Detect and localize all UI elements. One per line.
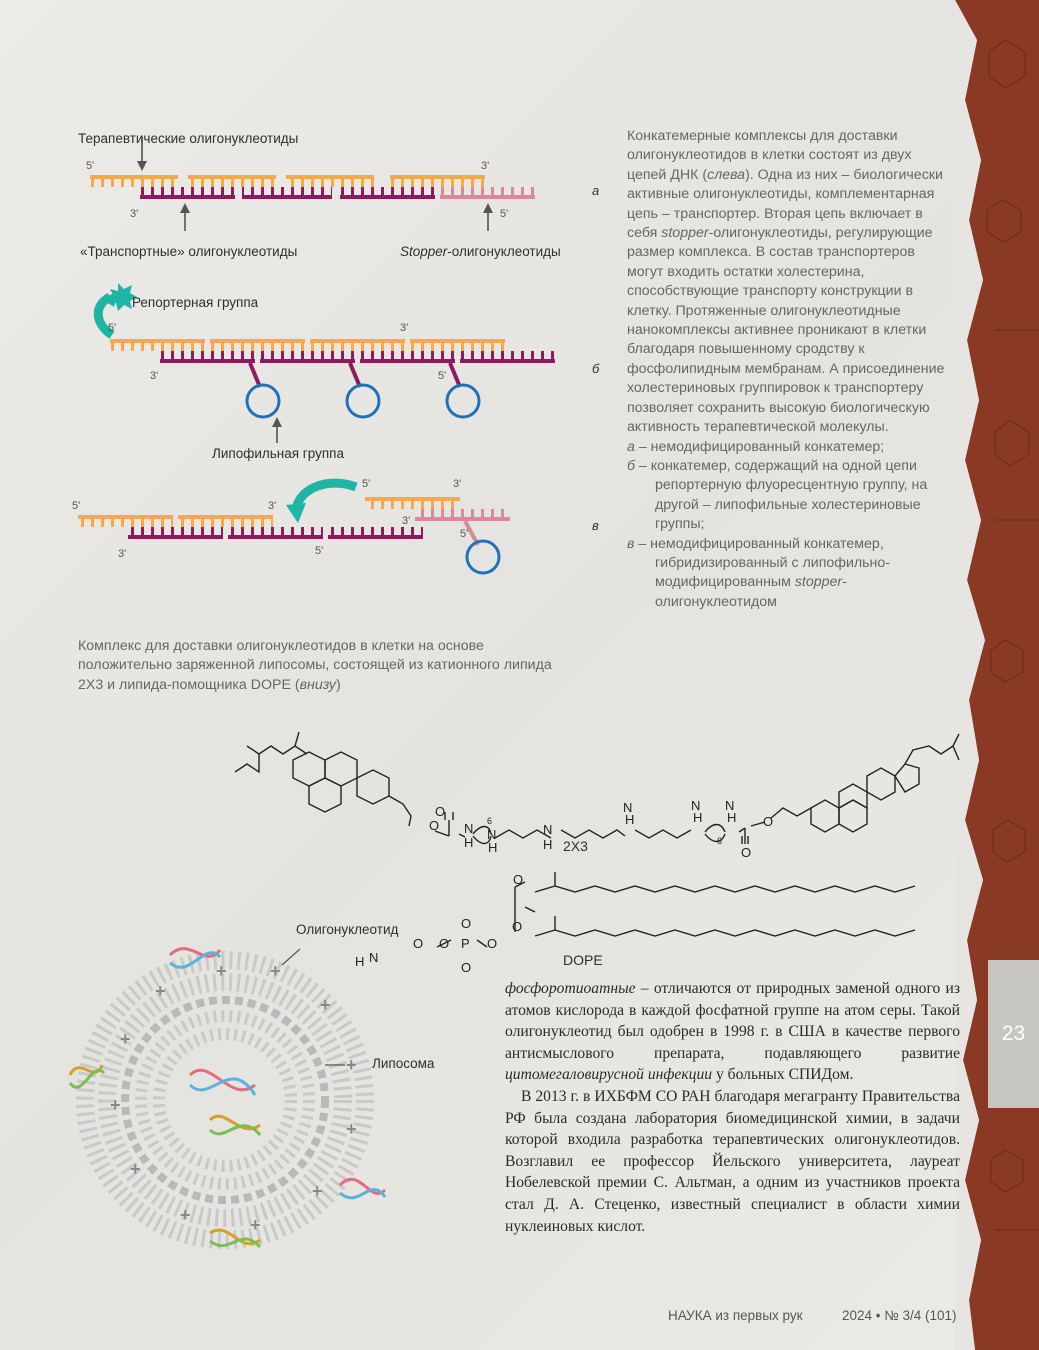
svg-text:+: + <box>110 1095 121 1115</box>
svg-text:H: H <box>693 810 703 825</box>
svg-text:O: O <box>439 936 450 951</box>
svg-text:+: + <box>270 961 281 981</box>
svg-text:H: H <box>625 812 635 827</box>
panel-letter-b: б <box>592 361 600 376</box>
svg-text:+: + <box>346 1119 357 1139</box>
svg-text:+: + <box>216 961 227 981</box>
figure-caption-right <box>627 127 947 612</box>
end-label: 5' <box>500 208 509 220</box>
svg-text:N: N <box>369 950 379 965</box>
label-liposome: Липосома <box>372 1056 435 1071</box>
svg-text:O: O <box>487 936 498 951</box>
svg-text:H: H <box>355 954 365 969</box>
svg-text:O: O <box>512 919 523 934</box>
body-paragraph-1: фосфоротиоатные – отличаются от природных заменой одного из атомов кислорода в каждой фосфатной группе на атом серы. Такой олигонуклеотид был одобрен в 1998 г. в США в качестве первого антисмыслового препарата, подавляющего развитие цитомегаловирусной инфекции у больных СПИДом. <box>505 980 960 1084</box>
end-label: 5' <box>72 500 81 512</box>
lipophilic-groups-b <box>250 363 460 387</box>
end-label: 3' <box>118 548 127 560</box>
svg-text:N: N <box>691 798 701 813</box>
panel-letter-c: в <box>592 518 599 533</box>
panel-c-diagram <box>78 483 510 573</box>
liposome-illustration <box>60 935 390 1265</box>
therapeutic-strand-a <box>90 175 485 187</box>
label-2x3: 2Х3 <box>563 838 588 854</box>
svg-text:H: H <box>543 837 553 852</box>
svg-text:O: O <box>741 845 752 860</box>
svg-text:+: + <box>346 1055 357 1075</box>
body-text <box>505 978 960 1237</box>
stopper-strand-c <box>415 509 510 521</box>
caption-item-c: в – немодифицированный конкатемер, гибридизированный с липофильно-модифицированным stopper-олигонуклеотидом <box>627 535 890 610</box>
svg-text:O: O <box>413 936 424 951</box>
svg-text:H: H <box>464 835 474 850</box>
svg-text:O: O <box>461 960 472 975</box>
svg-text:6: 6 <box>717 836 723 846</box>
label-dope: DOPE <box>563 952 603 968</box>
body-paragraph-2: В 2013 г. в ИХБФМ СО РАН благодаря мегагранту Правительства РФ была создана лаборатория биомедицинской химии, в задачи которой входила разработка терапевтических олигонуклеотидов. Возглавил ее профессор Йельского университета, лауреат Нобелевской премии С. Альтман, а одним из участников проекта стал Д. А. Стеценко, известный специалист в области химии нуклеиновых кислот. <box>505 1087 960 1235</box>
end-label: 3' <box>481 160 490 172</box>
caption-item-b: б – конкатемер, содержащий на одной цепи репортерную флуоресцентную группу, на другой – липофильные холестериновые группы; <box>627 457 928 533</box>
end-label: 5' <box>362 478 371 490</box>
svg-text:6: 6 <box>487 816 493 826</box>
svg-text:O: O <box>429 818 440 833</box>
svg-text:O: O <box>461 916 472 931</box>
svg-text:+: + <box>155 981 166 1001</box>
svg-text:O: O <box>435 804 446 819</box>
panel-a-diagram <box>90 137 535 231</box>
svg-text:N: N <box>725 798 735 813</box>
page-number: 23 <box>988 960 1039 1108</box>
svg-text:N: N <box>543 822 553 837</box>
label-lipophilic: Липофильная группа <box>212 446 344 461</box>
svg-text:O: O <box>513 872 524 887</box>
svg-text:N: N <box>487 827 497 842</box>
stopper-strand-a <box>440 187 535 199</box>
svg-text:H: H <box>727 810 737 825</box>
footer-issue: 2024 • № 3/4 (101) <box>842 1308 957 1323</box>
figure-caption-left: Комплекс для доставки олигонуклеотидов в клетки на основе положительно заряженной липосомы, состоящей из катионного липида 2Х3 и липида-помощника DOPE (внизу) <box>78 638 552 693</box>
label-therapeutic: Терапевтические олигонуклеотиды <box>78 131 299 146</box>
therapeutic-strand-b <box>110 339 505 351</box>
end-label: 5' <box>315 545 324 557</box>
caption-item-a: а – немодифицированный конкатемер; <box>627 438 885 455</box>
end-label: 5' <box>438 370 447 382</box>
svg-text:+: + <box>180 1205 191 1225</box>
svg-text:P: P <box>461 936 470 951</box>
label-reporter: Репортерная группа <box>132 295 259 310</box>
end-label: 3' <box>268 500 277 512</box>
panel-letter-a: а <box>592 183 600 198</box>
torn-paper-edge <box>955 0 1039 1350</box>
end-label: 5' <box>460 528 469 540</box>
end-label: 3' <box>402 515 411 527</box>
svg-text:N: N <box>623 800 633 815</box>
concatemer-diagram <box>60 125 620 575</box>
label-stopper: Stopper-олигонуклеотиды <box>400 244 561 259</box>
svg-text:O: O <box>763 814 774 829</box>
svg-text:H: H <box>488 840 498 855</box>
end-label: 3' <box>150 370 159 382</box>
end-label: 3' <box>453 478 462 490</box>
svg-text:+: + <box>312 1181 323 1201</box>
structure-2x3 <box>235 732 959 844</box>
end-label: 5' <box>108 322 117 334</box>
label-oligonucleotide: Олигонуклеотид <box>296 922 399 937</box>
end-label: 5' <box>86 160 95 172</box>
svg-text:+: + <box>130 1159 141 1179</box>
label-transport: «Транспортные» олигонуклеотиды <box>80 244 298 259</box>
structure-dope <box>437 872 915 947</box>
transport-strand-c <box>128 527 423 539</box>
transport-strand-a <box>140 187 435 199</box>
svg-text:+: + <box>320 995 331 1015</box>
svg-text:+: + <box>250 1215 261 1235</box>
transport-strand-b <box>160 351 555 363</box>
svg-text:+: + <box>120 1029 131 1049</box>
end-label: 3' <box>400 322 409 334</box>
footer-journal: НАУКА из первых рук <box>668 1308 803 1323</box>
caption-main: Конкатемерные комплексы для доставки олигонуклеотидов в клетки состоят из двух цепей ДНК (слева). Одна из них – биологически активные олигонуклеотиды, комплементарная цепь – транспортер. Вторая цепь включает в себя stopper-олигонуклеотиды, регулирующие размер комплекса. В состав транспортеров могут входить остатки холестерина, способствующие транспорту конструкции в клетку. Протяженные олигонуклеотидные нанокомплексы активнее проникают в клетки благодаря повышенному сродству к фосфолипидным мембранам. А присоединение холестериновых группировок к транспортеру позволяет сохранить высокую биологическую активность терапевтической молекулы. <box>627 128 945 436</box>
svg-text:N: N <box>464 821 474 836</box>
end-label: 3' <box>130 208 139 220</box>
